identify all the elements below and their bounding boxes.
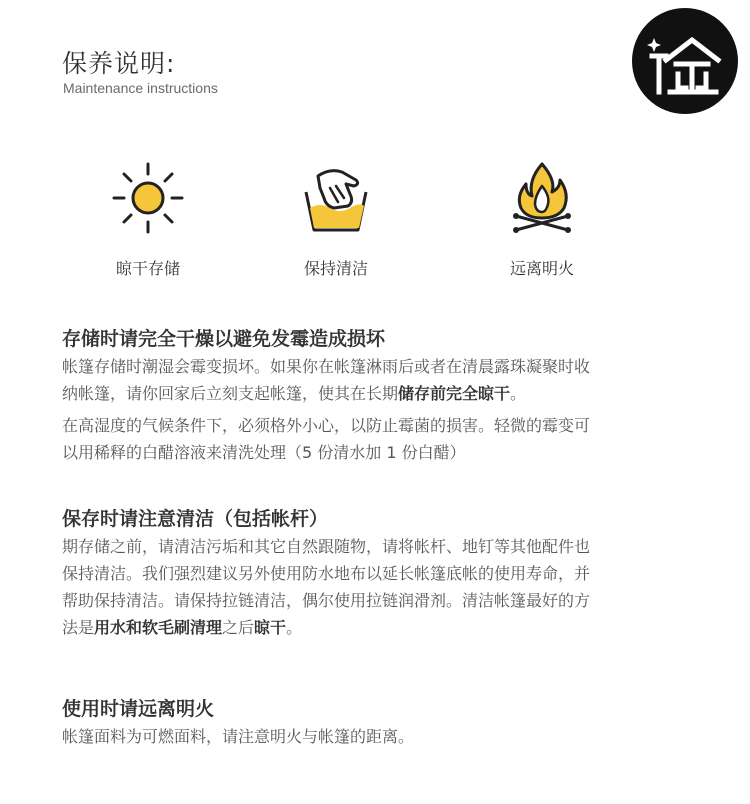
section-away-from-fire — [62, 694, 702, 750]
feature-keep-clean — [261, 158, 411, 279]
page-title: 保养说明: — [62, 49, 176, 78]
fire-icon — [502, 158, 582, 238]
section-paragraph: 帐篷面料为可燃面料，请注意明火与帐篷的距离。 — [62, 727, 415, 746]
section-title: 使用时请远离明火 — [62, 698, 215, 720]
page-subtitle: Maintenance instructions — [63, 80, 218, 96]
section-keep-clean — [62, 504, 702, 641]
feature-away-from-fire — [467, 158, 617, 279]
feature-dry-storage — [73, 158, 223, 279]
brand-house-logo-icon — [632, 8, 738, 114]
section-paragraph: 在高湿度的气候条件下，必须格外小心，以防止霉菌的损害。轻微的霉变可 以用稀释的白醋溶液来清洗处理（5 份清水加 1 份白醋） — [62, 416, 591, 462]
brand-logo — [632, 8, 738, 114]
sun-icon — [108, 158, 188, 238]
hand-washing-icon — [296, 158, 376, 238]
section-title: 存储时请完全干燥以避免发霉造成损坏 — [62, 328, 386, 350]
feature-label: 远离明火 — [509, 259, 574, 278]
section-dry-storage — [62, 324, 702, 466]
section-paragraph: 帐篷存储时潮湿会霉变损坏。如果你在帐篷淋雨后或者在清晨露珠凝聚时收 纳帐篷，请你回家后立刻支起帐篷，使其在长期储存前完全晾干。 — [62, 357, 591, 403]
section-paragraph: 期存储之前，请清洁污垢和其它自然跟随物，请将帐杆、地钉等其他配件也 保持清洁。我们强烈建议另外使用防水地布以延长帐篷底帐的使用寿命，并 帮助保持清洁。请保持拉链清洁，偶尔使用拉链润滑剂。清洁帐篷最好的方 法是用水和软毛刷清理之后晾干。 — [62, 537, 591, 637]
feature-label: 保持清洁 — [303, 259, 368, 278]
feature-label: 晾干存储 — [115, 259, 180, 278]
section-title: 保存时请注意清洁（包括帐杆） — [62, 508, 329, 530]
